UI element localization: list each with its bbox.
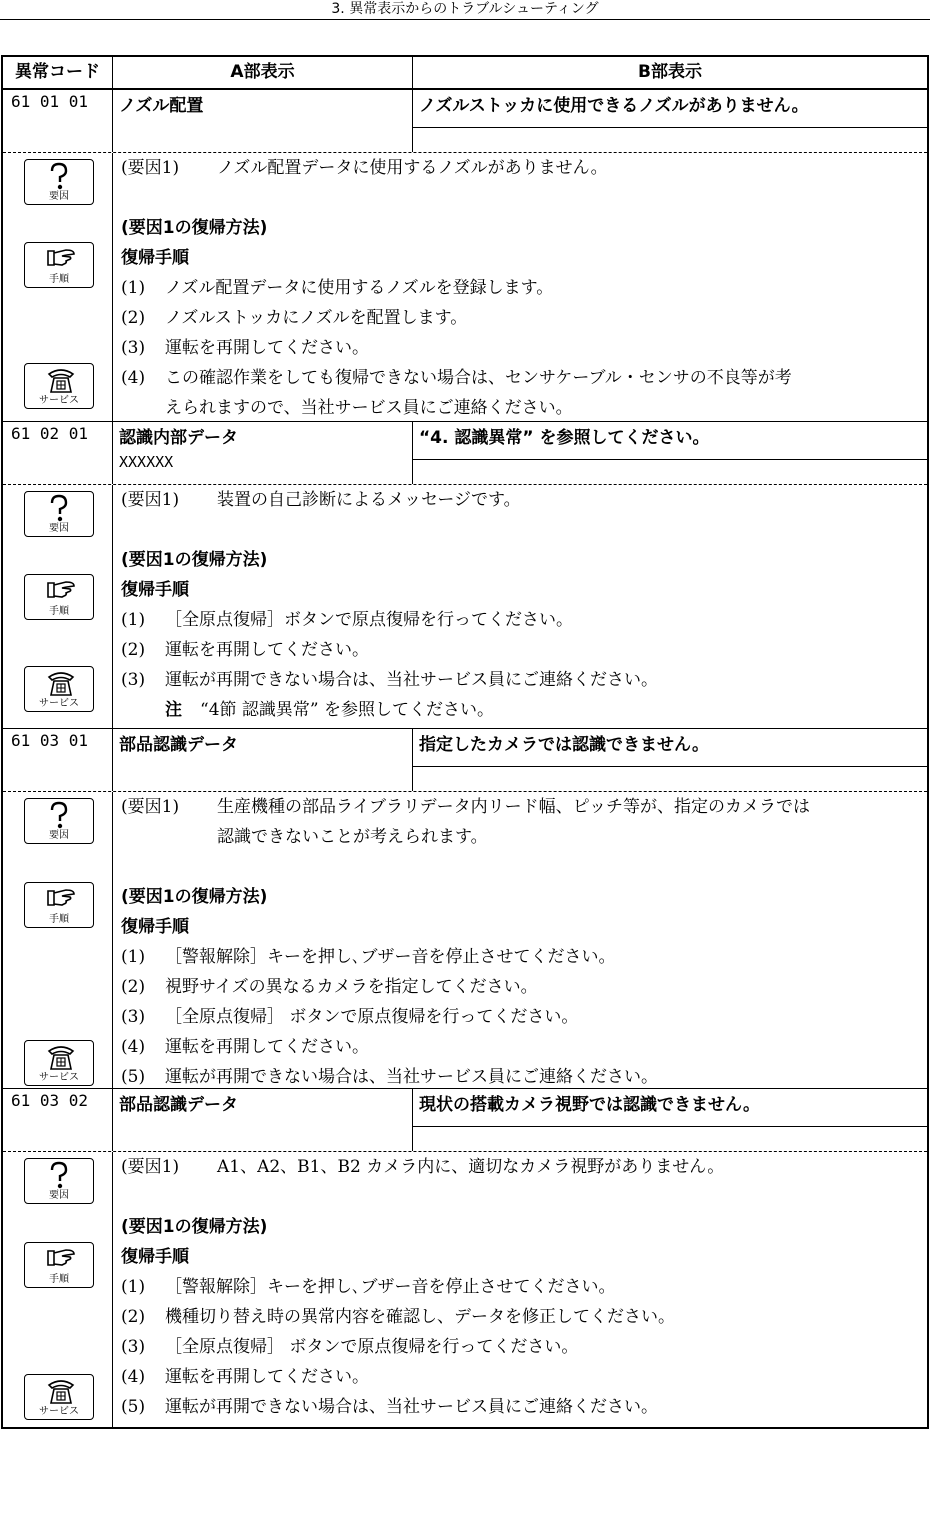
recovery-title: (要因1の復帰方法) (121, 550, 268, 570)
cause-label: (要因1) (121, 1157, 180, 1177)
step: (5) 運転が再開できない場合は、当社サービス員にご連絡ください。 (121, 1397, 658, 1417)
step: (4) この確認作業をしても復帰できない場合は、センサケーブル・センサの不良等が考 (121, 368, 792, 388)
step: (5) 運転が再開できない場合は、当社サービス員にご連絡ください。 (121, 1067, 658, 1087)
step: (3) 運転が再開できない場合は、当社サービス員にご連絡ください。 (121, 670, 658, 690)
service-phone-icon: サービス (24, 1040, 94, 1086)
procedure-icon: 手順 (24, 882, 94, 928)
procedure-icon: 手順 (24, 242, 94, 288)
header-b-display: B部表示 (638, 62, 702, 82)
detail-body (113, 485, 927, 728)
detail-row (3, 791, 927, 1089)
a-display: 部品認識データ (113, 1089, 413, 1151)
procedure-icon: 手順 (24, 574, 94, 620)
error-code-table (1, 55, 929, 1429)
a-display-sub: XXXXXX (119, 453, 174, 471)
recovery-title: (要因1の復帰方法) (121, 1217, 268, 1237)
step-continuation: えられますので、当社サービス員にご連絡ください。 (165, 398, 573, 418)
step: (2) ノズルストッカにノズルを配置します。 (121, 308, 468, 328)
step: (4) 運転を再開してください。 (121, 1367, 369, 1387)
a-display: 認識内部データ XXXXXX (113, 422, 413, 484)
step: (1) ノズル配置データに使用するノズルを登録します。 (121, 278, 554, 298)
cause-label: (要因1) (121, 158, 180, 178)
step: (2) 視野サイズの異なるカメラを指定してください。 (121, 977, 538, 997)
header-error-code: 異常コード (3, 57, 113, 88)
step: (4) 運転を再開してください。 (121, 1037, 369, 1057)
error-code: 61 03 02 (3, 1089, 113, 1151)
b-display: 現状の搭載カメラ視野では認識できません。 (413, 1089, 927, 1127)
error-code: 61 01 01 (3, 90, 113, 152)
cause-icon: 要因 (24, 491, 94, 537)
a-display: 部品認識データ (113, 729, 413, 791)
b-display: 指定したカメラでは認識できません。 (413, 729, 927, 767)
note-label: 注 (165, 700, 182, 720)
service-phone-icon: サービス (24, 666, 94, 712)
detail-icons (3, 485, 113, 728)
recovery-title: (要因1の復帰方法) (121, 887, 268, 907)
service-phone-icon: サービス (24, 1374, 94, 1420)
detail-row (3, 1151, 927, 1427)
recovery-subtitle: 復帰手順 (121, 917, 189, 937)
step: (2) 運転を再開してください。 (121, 640, 369, 660)
detail-icons (3, 792, 113, 1088)
cause-label: (要因1) (121, 490, 180, 510)
cause-text: A1、A2、B1、B2 カメラ内に、適切なカメラ視野がありません。 (217, 1157, 725, 1177)
detail-row (3, 484, 927, 729)
error-code: 61 02 01 (3, 422, 113, 484)
page-header: 3. 異常表示からのトラブルシューティング (0, 0, 930, 20)
detail-body (113, 792, 927, 1088)
recovery-subtitle: 復帰手順 (121, 248, 189, 268)
step: (1) ［警報解除］キーを押し､ブザー音を停止させてください。 (121, 1277, 616, 1297)
detail-body (113, 1152, 927, 1427)
detail-icons (3, 1152, 113, 1427)
procedure-icon: 手順 (24, 1242, 94, 1288)
code-row (3, 729, 927, 791)
cause-icon: 要因 (24, 1158, 94, 1204)
cause-text: 生産機種の部品ライブラリデータ内リード幅、ピッチ等が、指定のカメラでは (217, 797, 810, 817)
note-text: “4節 認識異常” を参照してください。 (200, 700, 495, 720)
step: (3) ［全原点復帰］ ボタンで原点復帰を行ってください。 (121, 1337, 579, 1357)
step: (1) ［全原点復帰］ボタンで原点復帰を行ってください。 (121, 610, 573, 630)
header-a-display: A部表示 (113, 57, 413, 88)
cause-text: ノズル配置データに使用するノズルがありません。 (217, 158, 608, 178)
error-code: 61 03 01 (3, 729, 113, 791)
code-row (3, 1089, 927, 1151)
step: (3) ［全原点復帰］ ボタンで原点復帰を行ってください。 (121, 1007, 579, 1027)
table-header-row (3, 57, 927, 90)
a-display: ノズル配置 (113, 90, 413, 152)
cause-label: (要因1) (121, 797, 180, 817)
cause-text: 装置の自己診断によるメッセージです。 (217, 490, 521, 510)
recovery-subtitle: 復帰手順 (121, 1247, 189, 1267)
code-row (3, 422, 927, 484)
step: (1) ［警報解除］キーを押し､ブザー音を停止させてください。 (121, 947, 616, 967)
cause-icon: 要因 (24, 798, 94, 844)
b-display: ノズルストッカに使用できるノズルがありません。 (413, 90, 927, 128)
detail-icons (3, 153, 113, 421)
b-display: “4. 認識異常” を参照してください。 (413, 422, 927, 460)
detail-body (113, 153, 927, 421)
service-phone-icon: サービス (24, 363, 94, 409)
recovery-subtitle: 復帰手順 (121, 580, 189, 600)
recovery-title: (要因1の復帰方法) (121, 218, 268, 238)
cause-text: 認識できないことが考えられます。 (217, 827, 488, 847)
step: (3) 運転を再開してください。 (121, 338, 369, 358)
step: (2) 機種切り替え時の異常内容を確認し、データを修正してください。 (121, 1307, 675, 1327)
code-row (3, 90, 927, 152)
detail-row (3, 152, 927, 422)
note (121, 695, 927, 725)
cause-icon: 要因 (24, 159, 94, 205)
